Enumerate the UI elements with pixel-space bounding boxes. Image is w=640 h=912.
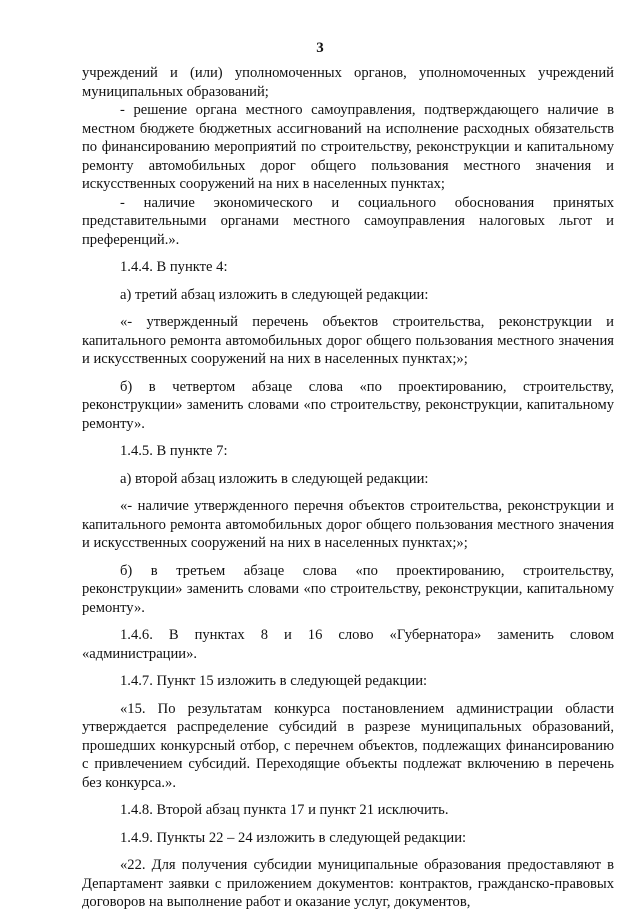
paragraph: 1.4.7. Пункт 15 изложить в следующей редакции: [120, 673, 428, 689]
paragraph: «- утвержденный перечень объектов строительства, реконструкции и капитального ремонта автомобильных дорог общего пользования местного значения и искусственных сооружений на них в населенных пунктах;»; [82, 314, 614, 367]
paragraph: 1.4.5. В пункте 7: [120, 443, 228, 459]
paragraph: б) в третьем абзаце слова «по проектированию, строительству, реконструкции» заменить словами «по строительству, реконструкции, капитальному ремонту». [82, 562, 614, 616]
paragraph: 1.4.4. В пункте 4: [120, 259, 228, 275]
paragraph: а) третий абзац изложить в следующей редакции: [120, 286, 429, 303]
paragraph: 1.4.9. Пункты 22 – 24 изложить в следующей редакции: [120, 829, 467, 846]
paragraph: «22. Для получения субсидии муниципальные образования предоставляют в Департамент заявки с приложением документов: контрактов, гражданско-правовых договоров на выполнение работ и оказание услуг, документов, [82, 857, 614, 910]
paragraph: «15. По результатам конкурса постановлением администрации области утверждается распределение субсидий в разрезе муниципальных образований, прошедших конкурсный отбор, с перечнем объектов, подлежащих финансированию с привлечением субсидий. Переходящие объекты подлежат включению в перечень без конкурса.». [82, 700, 614, 791]
paragraph: 1.4.6. В пунктах 8 и 16 слово «Губернатора» заменить словом «администрации». [82, 627, 614, 662]
paragraph: б) в четвертом абзаце слова «по проектированию, строительству, реконструкции» заменить словами «по строительству, реконструкции, капитальному ремонту». [82, 378, 614, 432]
page-number: 3 [316, 40, 324, 56]
paragraph: - решение органа местного самоуправления, подтверждающего наличие в местном бюджете бюджетных ассигнований на исполнение расходных обязательств по финансированию мероприятий по строительству, реконструкции и капитальному ремонту автомобильных дорог общего пользования местного значения и искусственных сооружений на них в населенных пунктах; [82, 102, 614, 192]
paragraph: учреждений и (или) уполномоченных органов, уполномоченных учреждений муниципальных образований; [82, 65, 614, 100]
paragraph: а) второй абзац изложить в следующей редакции: [120, 470, 429, 487]
paragraph: 1.4.8. Второй абзац пункта 17 и пункт 21 исключить. [120, 802, 449, 818]
document-body [82, 64, 614, 912]
paragraph: «- наличие утвержденного перечня объектов строительства, реконструкции и капитального ремонта автомобильных дорог общего пользования местного значения и искусственных сооружений на них в населенных пунктах;»; [82, 498, 614, 551]
paragraph: - наличие экономического и социального обоснования принятых представительными органами местного самоуправления налоговых льгот и преференций.». [82, 194, 614, 248]
